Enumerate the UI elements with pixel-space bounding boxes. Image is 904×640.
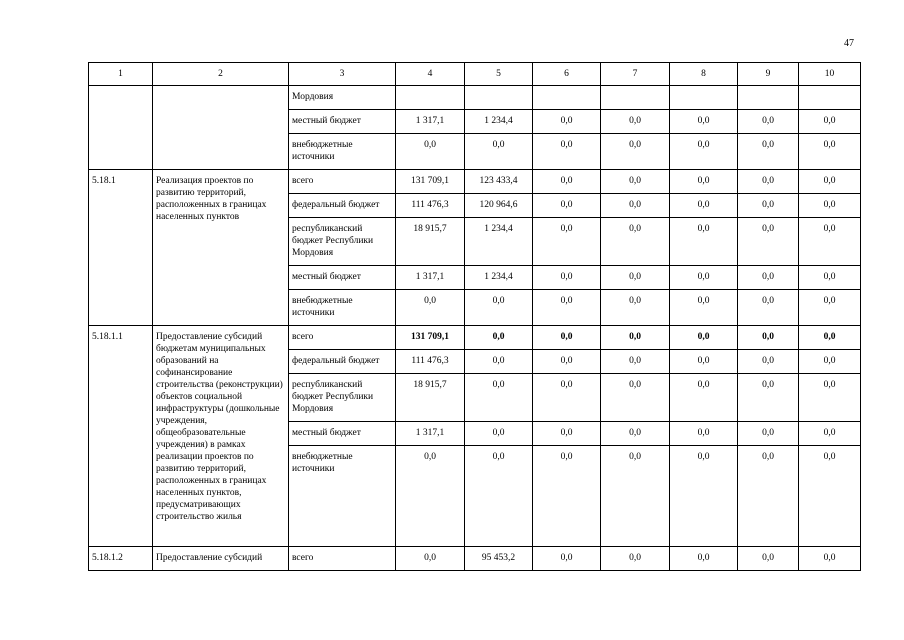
- source-cell: внебюджетные источники: [289, 290, 396, 326]
- value-cell: 0,0: [601, 350, 670, 374]
- value-cell: [799, 86, 861, 110]
- value-cell: 0,0: [533, 547, 601, 571]
- header-cell: 8: [670, 63, 738, 86]
- value-cell: 0,0: [670, 422, 738, 446]
- value-cell: 0,0: [670, 134, 738, 170]
- value-cell: 0,0: [670, 170, 738, 194]
- source-cell: всего: [289, 326, 396, 350]
- source-cell: внебюджетные источники: [289, 134, 396, 170]
- table-row: [89, 170, 861, 194]
- value-cell: 0,0: [601, 134, 670, 170]
- value-cell: 120 964,6: [465, 194, 533, 218]
- header-cell: 6: [533, 63, 601, 86]
- item-name-cell: Предоставление субсидий: [153, 547, 289, 571]
- value-cell: 0,0: [533, 422, 601, 446]
- value-cell: 0,0: [396, 134, 465, 170]
- value-cell: 0,0: [465, 326, 533, 350]
- header-row: [89, 63, 861, 86]
- value-cell: 0,0: [601, 194, 670, 218]
- value-cell: 0,0: [465, 422, 533, 446]
- table-row: [89, 547, 861, 571]
- header-cell: 9: [738, 63, 799, 86]
- value-cell: 0,0: [799, 422, 861, 446]
- value-cell: 1 317,1: [396, 110, 465, 134]
- value-cell: 0,0: [670, 446, 738, 547]
- value-cell: 1 234,4: [465, 218, 533, 266]
- value-cell: 0,0: [533, 290, 601, 326]
- value-cell: 0,0: [799, 547, 861, 571]
- header-cell: 1: [89, 63, 153, 86]
- value-cell: 111 476,3: [396, 350, 465, 374]
- value-cell: 0,0: [738, 547, 799, 571]
- value-cell: 0,0: [533, 110, 601, 134]
- value-cell: 0,0: [738, 290, 799, 326]
- source-cell: местный бюджет: [289, 422, 396, 446]
- value-cell: 1 234,4: [465, 110, 533, 134]
- value-cell: 0,0: [799, 110, 861, 134]
- value-cell: [465, 86, 533, 110]
- value-cell: 0,0: [799, 290, 861, 326]
- value-cell: [533, 86, 601, 110]
- value-cell: 0,0: [738, 194, 799, 218]
- value-cell: 111 476,3: [396, 194, 465, 218]
- header-cell: 10: [799, 63, 861, 86]
- value-cell: 0,0: [533, 326, 601, 350]
- value-cell: 0,0: [738, 170, 799, 194]
- value-cell: 0,0: [799, 134, 861, 170]
- value-cell: 0,0: [465, 446, 533, 547]
- header-cell: 5: [465, 63, 533, 86]
- value-cell: 0,0: [738, 326, 799, 350]
- item-name-cell: Реализация проектов по развитию территорий, расположенных в границах населенных пунктов: [153, 170, 289, 326]
- value-cell: 0,0: [601, 326, 670, 350]
- value-cell: 1 317,1: [396, 266, 465, 290]
- value-cell: 0,0: [738, 266, 799, 290]
- value-cell: 0,0: [533, 134, 601, 170]
- value-cell: 0,0: [738, 110, 799, 134]
- value-cell: 0,0: [533, 218, 601, 266]
- value-cell: 0,0: [670, 110, 738, 134]
- value-cell: 0,0: [799, 350, 861, 374]
- value-cell: 0,0: [738, 422, 799, 446]
- value-cell: [670, 86, 738, 110]
- value-cell: 0,0: [533, 194, 601, 218]
- item-number-cell: 5.18.1.2: [89, 547, 153, 571]
- value-cell: 0,0: [601, 266, 670, 290]
- item-number-cell: 5.18.1: [89, 170, 153, 326]
- value-cell: 0,0: [601, 170, 670, 194]
- value-cell: 18 915,7: [396, 218, 465, 266]
- source-cell: местный бюджет: [289, 266, 396, 290]
- value-cell: 0,0: [799, 218, 861, 266]
- table-row: [89, 86, 861, 110]
- source-cell: федеральный бюджет: [289, 194, 396, 218]
- value-cell: 0,0: [738, 134, 799, 170]
- source-cell: всего: [289, 547, 396, 571]
- value-cell: 0,0: [465, 374, 533, 422]
- value-cell: 0,0: [601, 290, 670, 326]
- value-cell: 0,0: [670, 266, 738, 290]
- value-cell: 0,0: [601, 374, 670, 422]
- source-cell: федеральный бюджет: [289, 350, 396, 374]
- source-cell: республиканский бюджет Республики Мордовия: [289, 374, 396, 422]
- value-cell: 123 433,4: [465, 170, 533, 194]
- value-cell: 0,0: [799, 446, 861, 547]
- value-cell: 0,0: [601, 422, 670, 446]
- source-cell: местный бюджет: [289, 110, 396, 134]
- value-cell: [396, 86, 465, 110]
- source-cell: республиканский бюджет Республики Мордовия: [289, 218, 396, 266]
- value-cell: 0,0: [670, 290, 738, 326]
- value-cell: 0,0: [396, 547, 465, 571]
- value-cell: 0,0: [670, 547, 738, 571]
- source-cell: Мордовия: [289, 86, 396, 110]
- value-cell: 0,0: [601, 547, 670, 571]
- source-cell: всего: [289, 170, 396, 194]
- value-cell: 0,0: [738, 374, 799, 422]
- header-cell: 7: [601, 63, 670, 86]
- value-cell: [601, 86, 670, 110]
- value-cell: 0,0: [738, 446, 799, 547]
- value-cell: 0,0: [670, 194, 738, 218]
- value-cell: 0,0: [799, 374, 861, 422]
- table-row: [89, 326, 861, 350]
- item-name-cell: [153, 86, 289, 170]
- value-cell: 0,0: [533, 374, 601, 422]
- value-cell: 0,0: [670, 218, 738, 266]
- value-cell: 0,0: [465, 290, 533, 326]
- source-cell: внебюджетные источники: [289, 446, 396, 547]
- value-cell: 0,0: [396, 446, 465, 547]
- value-cell: 0,0: [533, 266, 601, 290]
- header-cell: 4: [396, 63, 465, 86]
- value-cell: 131 709,1: [396, 326, 465, 350]
- value-cell: 18 915,7: [396, 374, 465, 422]
- value-cell: 0,0: [799, 194, 861, 218]
- value-cell: 95 453,2: [465, 547, 533, 571]
- header-cell: 2: [153, 63, 289, 86]
- value-cell: 0,0: [799, 326, 861, 350]
- value-cell: 0,0: [799, 170, 861, 194]
- value-cell: 0,0: [670, 374, 738, 422]
- value-cell: 0,0: [738, 350, 799, 374]
- value-cell: 0,0: [738, 218, 799, 266]
- value-cell: 0,0: [533, 446, 601, 547]
- header-cell: 3: [289, 63, 396, 86]
- item-number-cell: 5.18.1.1: [89, 326, 153, 547]
- value-cell: 131 709,1: [396, 170, 465, 194]
- value-cell: 0,0: [396, 290, 465, 326]
- value-cell: 0,0: [465, 350, 533, 374]
- value-cell: 1 317,1: [396, 422, 465, 446]
- value-cell: 0,0: [799, 266, 861, 290]
- value-cell: 0,0: [533, 170, 601, 194]
- item-name-cell: Предоставление субсидий бюджетам муниципальных образований на софинансирование строительства (реконструкции) объектов социальной инфраструктуры (дошкольные учреждения, общеобразовательные учреждения) в рамках реализации проектов по развитию территорий, расположенных в границах населенных пунктов, предусматривающих строительство жилья: [153, 326, 289, 547]
- value-cell: 0,0: [670, 350, 738, 374]
- value-cell: [738, 86, 799, 110]
- item-number-cell: [89, 86, 153, 170]
- value-cell: 0,0: [601, 110, 670, 134]
- value-cell: 0,0: [601, 218, 670, 266]
- value-cell: 0,0: [465, 134, 533, 170]
- value-cell: 0,0: [670, 326, 738, 350]
- budget-table: [88, 62, 861, 571]
- value-cell: 0,0: [533, 350, 601, 374]
- value-cell: 0,0: [601, 446, 670, 547]
- page-number: 47: [844, 38, 854, 49]
- value-cell: 1 234,4: [465, 266, 533, 290]
